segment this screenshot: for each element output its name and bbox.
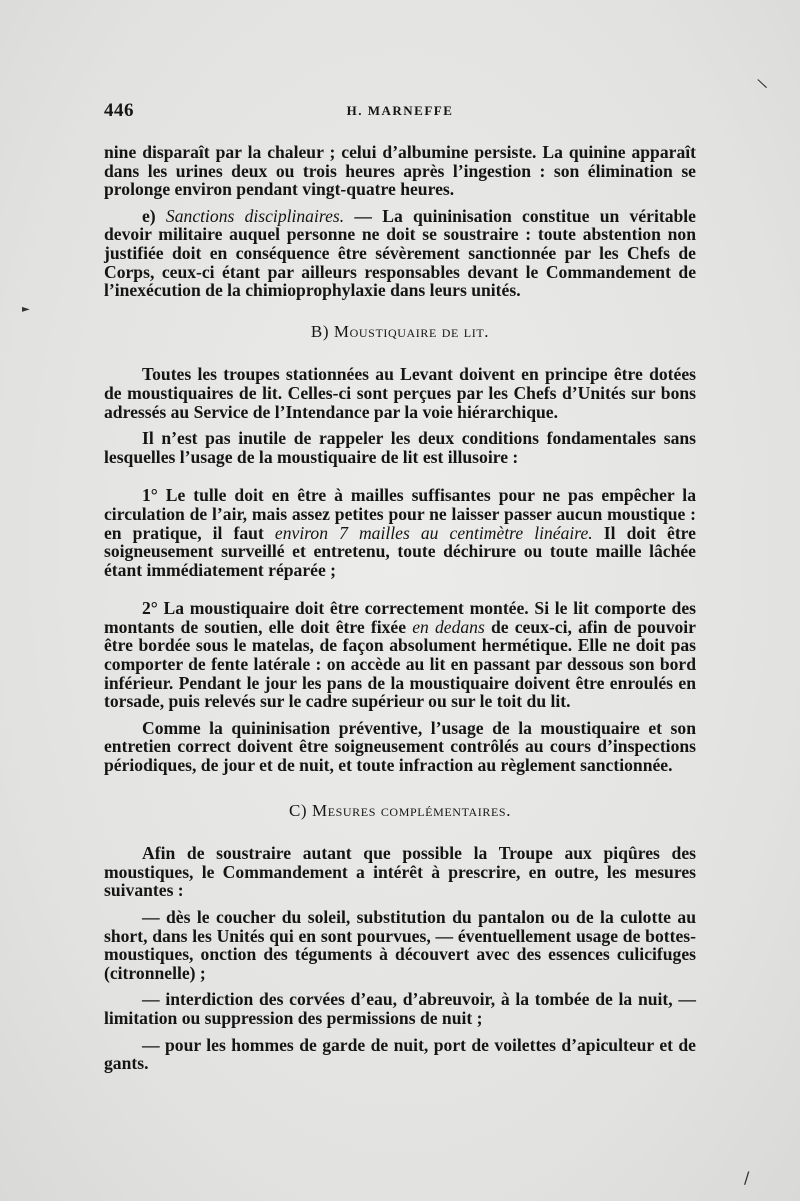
condition-1-text-a: 1° Le tulle doit en être à mailles suffisantes pour ne pas empêcher la circulation de l’air, mais assez petites pour ne laisser passer aucun moustique : en pratique, il faut <box>104 485 696 543</box>
condition-1-text-b: Il doit être soigneusement surveillé et entretenu, toute déchirure ou toute maille lâchée étant immédiatement réparée ; <box>104 522 696 580</box>
condition-1-emphasis: environ 7 mailles au centimètre linéaire. <box>274 522 593 543</box>
paragraph-mesure-garde-nuit: — pour les hommes de garde de nuit, port de voilettes d’apiculteur et de gants. <box>104 1034 696 1074</box>
paragraph-mesure-coucher-soleil: — dès le coucher du soleil, substitution du pantalon ou de la culotte au short, dans les Unités qui en sont pourvues, — éventuellement usage de bottes-moustiques, onction des téguments à découvert avec des essences culicifuges (citronnelle) ; <box>104 907 696 983</box>
paragraph-controle: Comme la quininisation préventive, l’usage de la moustiquaire et son entretien correct doivent être soigneusement contrôlés au cours d’inspections périodiques, de jour et de nuit, et toute infraction au règlement sanctionnée. <box>104 717 696 776</box>
sanctions-label: e) <box>142 205 166 226</box>
corner-slash-mark: / <box>744 1168 750 1187</box>
condition-2-text-a: 2° La moustiquaire doit être correctement montée. Si le lit comporte des montants de soutien, elle doit être fixée <box>104 598 696 637</box>
section-heading-moustiquaire: B) Moustiquaire de lit. <box>310 321 490 341</box>
condition-2-emphasis: en dedans <box>412 616 485 637</box>
paragraph-mesure-corvees: — interdiction des corvées d’eau, d’abreuvoir, à la tombée de la nuit, — limitation ou suppression des permissions de nuit ; <box>104 989 696 1028</box>
paragraph-conditions: Il n’est pas inutile de rappeler les deux conditions fondamentales sans lesquelles l’usage de la moustiquaire de lit est illusoire : <box>104 428 696 467</box>
condition-2-text-b: de ceux-ci, afin de pouvoir être bordée sous le matelas, de façon absolument hermétique. Elle ne doit pas comporter de fente latérale : on accède au lit en passant par dessous son bord inférieur. Pendant le jour les pans de la moustiquaire doivent être enroulés en torsade, puis relevés sur le cadre supérieur ou sur le toit du lit. <box>104 616 696 712</box>
sanctions-text: — La quininisation constitue un véritable devoir militaire auquel personne ne doit se soustraire : toute abstention non justifiée doit en conséquence être sévèrement sanctionnée par les Chefs de Corps, ceux-ci étant par ailleurs responsables devant le Commandement de l’inexécution de la chimioprophylaxie dans leurs unités. <box>104 205 696 301</box>
paragraph-troupes: Toutes les troupes stationnées au Levant doivent en principe être dotées de moustiquaires de lit. Celles-ci sont perçues par les Chefs d’Unités sur bons adressés au Service de l’Intendance par la voie hiérarchique. <box>104 364 696 422</box>
paragraph-condition-2 <box>104 599 696 711</box>
paragraph-condition-1 <box>104 486 696 579</box>
paragraph-mesures-intro: Afin de soustraire autant que possible la Troupe aux piqûres des moustiques, le Commandement a intérêt à prescrire, en outre, les mesures suivantes : <box>104 843 696 901</box>
margin-tick-mark: \ <box>756 75 769 93</box>
paragraph-quinine-elimination: nine disparaît par la chaleur ; celui d’albumine persiste. La quinine apparaît dans les urines deux ou trois heures après l’ingestion : son élimination se prolonge environ pendant vingt-quatre heures. <box>104 142 696 200</box>
running-head-author: H. MARNEFFE <box>346 103 454 118</box>
paragraph-sanctions <box>104 207 696 300</box>
sanctions-title: Sanctions disciplinaires. <box>165 205 345 226</box>
section-heading-mesures: C) Mesures complémentaires. <box>288 800 512 820</box>
page-number: 446 <box>104 100 134 121</box>
margin-arrow-mark: ► <box>22 304 30 315</box>
body-text <box>104 143 696 1073</box>
page-header <box>104 100 696 124</box>
